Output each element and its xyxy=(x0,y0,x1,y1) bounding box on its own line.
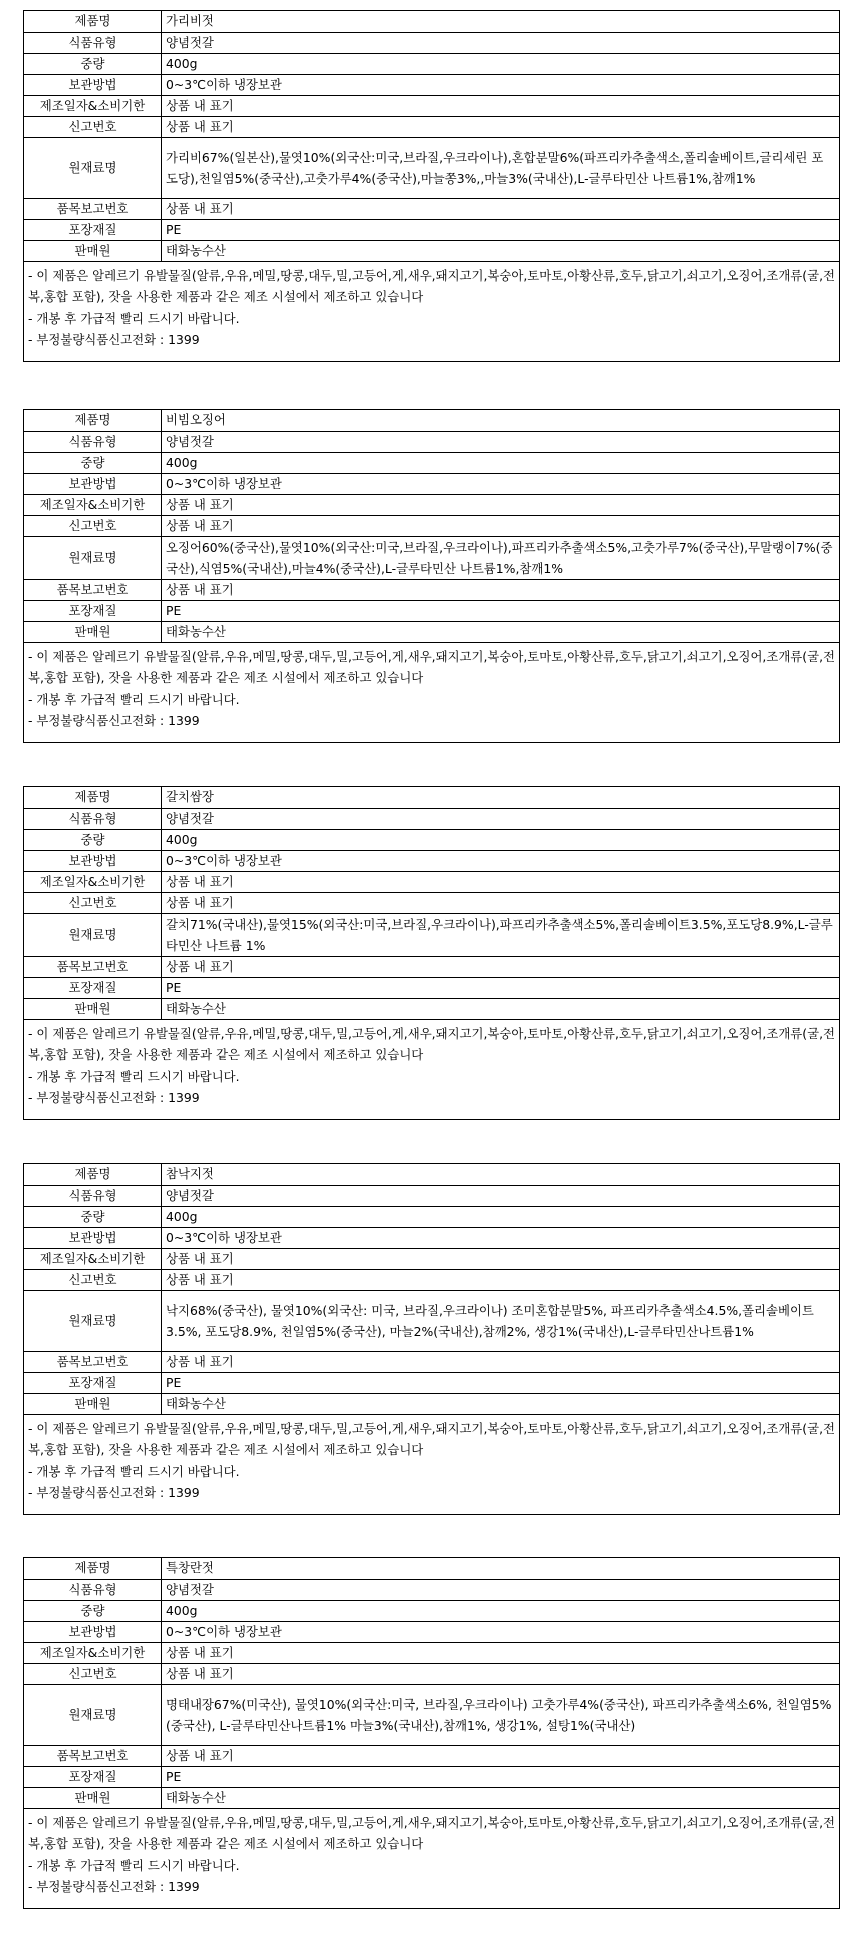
spec-label: 식품유형 xyxy=(24,808,162,829)
spec-row-report xyxy=(24,1663,839,1684)
spec-value-weight: 400g xyxy=(162,53,840,74)
spec-label: 제품명 xyxy=(24,11,162,32)
spec-value-report: 상품 내 표기 xyxy=(162,892,840,913)
spec-row-weight xyxy=(24,452,839,473)
spec-value-weight: 400g xyxy=(162,1600,840,1621)
spec-row-seller xyxy=(24,998,839,1019)
spec-value-seller: 태화농수산 xyxy=(162,1787,840,1808)
spec-value-type: 양념젓갈 xyxy=(162,808,840,829)
spec-value-dates: 상품 내 표기 xyxy=(162,871,840,892)
spec-label: 신고번호 xyxy=(24,1269,162,1290)
spec-value-name: 특창란젓 xyxy=(162,1558,840,1579)
spec-row-ingredients xyxy=(24,1290,839,1351)
spec-label: 신고번호 xyxy=(24,892,162,913)
spec-value-report: 상품 내 표기 xyxy=(162,1269,840,1290)
spec-label: 제조일자&소비기한 xyxy=(24,1248,162,1269)
spec-label: 식품유형 xyxy=(24,1185,162,1206)
note-line: - 이 제품은 알레르기 유발물질(알류,우유,메밀,땅콩,대두,밀,고등어,게,새우,돼지고기,복숭아,토마토,아황산류,호두,닭고기,쇠고기,오징어,조개류(굴,전복,홍합 포함), 잣을 사용한 제품과 같은 제조 시설에서 제조하고 있습니다 xyxy=(28,267,835,304)
spec-row-type xyxy=(24,431,839,452)
spec-row-item-report xyxy=(24,1351,839,1372)
spec-value-ingredients: 가리비67%(일본산),물엿10%(외국산:미국,브라질,우크라이나),혼합분말6%(파프리카추출색소,폴리솔베이트,글리세린 포도당),천일염5%(중국산),고춧가루4%(중국산),마늘쫑3%,,마늘3%(국내산),L-글루타민산 나트륨1%,참깨1% xyxy=(162,137,840,198)
note-line: - 개봉 후 가급적 빨리 드시기 바랍니다. xyxy=(28,1068,240,1084)
note-line: - 개봉 후 가급적 빨리 드시기 바랍니다. xyxy=(28,691,240,707)
spec-value-seller: 태화농수산 xyxy=(162,240,840,261)
spec-row-weight xyxy=(24,829,839,850)
spec-row-packaging xyxy=(24,977,839,998)
spec-label: 판매원 xyxy=(24,621,162,642)
spec-label: 중량 xyxy=(24,452,162,473)
spec-row-seller xyxy=(24,1787,839,1808)
spec-value-storage: 0~3℃이하 냉장보관 xyxy=(162,74,840,95)
spec-row-dates xyxy=(24,1642,839,1663)
spec-label: 품목보고번호 xyxy=(24,198,162,219)
spec-value-packaging: PE xyxy=(162,1372,840,1393)
spec-label: 제품명 xyxy=(24,1558,162,1579)
spec-value-name: 가리비젓 xyxy=(162,11,840,32)
product-spec-table xyxy=(24,410,839,643)
spec-label: 포장재질 xyxy=(24,977,162,998)
spec-label: 중량 xyxy=(24,1600,162,1621)
spec-value-item-report: 상품 내 표기 xyxy=(162,198,840,219)
spec-label: 포장재질 xyxy=(24,1766,162,1787)
spec-value-storage: 0~3℃이하 냉장보관 xyxy=(162,850,840,871)
note-line: - 이 제품은 알레르기 유발물질(알류,우유,메밀,땅콩,대두,밀,고등어,게,새우,돼지고기,복숭아,토마토,아황산류,호두,닭고기,쇠고기,오징어,조개류(굴,전복,홍합 포함), 잣을 사용한 제품과 같은 제조 시설에서 제조하고 있습니다 xyxy=(28,648,835,685)
spec-row-storage xyxy=(24,1621,839,1642)
spec-value-name: 참낙지젓 xyxy=(162,1164,840,1185)
spec-label: 식품유형 xyxy=(24,32,162,53)
spec-label: 식품유형 xyxy=(24,1579,162,1600)
spec-row-report xyxy=(24,1269,839,1290)
spec-row-seller xyxy=(24,1393,839,1414)
product-block xyxy=(23,786,840,1120)
note-line: - 부정불량식품신고전화 : 1399 xyxy=(28,1090,200,1105)
spec-value-item-report: 상품 내 표기 xyxy=(162,956,840,977)
spec-row-name xyxy=(24,1558,839,1579)
product-spec-table xyxy=(24,1164,839,1415)
spec-value-ingredients: 낙지68%(중국산), 물엿10%(외국산: 미국, 브라질,우크라이나) 조미혼합분말5%, 파프리카추출색소4.5%,폴리솔베이트3.5%, 포도당8.9%, 천일염5%(중국산), 마늘2%(국내산),참깨2%, 생강1%(국내산),L-글루타민산나트륨1% xyxy=(162,1290,840,1351)
note-line: - 부정불량식품신고전화 : 1399 xyxy=(28,332,200,347)
spec-row-weight xyxy=(24,53,839,74)
spec-label: 신고번호 xyxy=(24,116,162,137)
spec-row-report xyxy=(24,892,839,913)
spec-label: 품목보고번호 xyxy=(24,579,162,600)
spec-value-item-report: 상품 내 표기 xyxy=(162,1745,840,1766)
spec-row-name xyxy=(24,1164,839,1185)
spec-row-ingredients xyxy=(24,913,839,956)
spec-row-type xyxy=(24,32,839,53)
spec-row-storage xyxy=(24,1227,839,1248)
spec-row-type xyxy=(24,1579,839,1600)
spec-value-seller: 태화농수산 xyxy=(162,1393,840,1414)
spec-value-report: 상품 내 표기 xyxy=(162,116,840,137)
spec-row-type xyxy=(24,808,839,829)
spec-row-packaging xyxy=(24,219,839,240)
product-notes xyxy=(24,1415,839,1514)
spec-row-ingredients xyxy=(24,536,839,579)
spec-value-packaging: PE xyxy=(162,600,840,621)
spec-label: 중량 xyxy=(24,1206,162,1227)
spec-row-name xyxy=(24,787,839,808)
spec-value-dates: 상품 내 표기 xyxy=(162,1248,840,1269)
spec-label: 판매원 xyxy=(24,998,162,1019)
spec-value-item-report: 상품 내 표기 xyxy=(162,1351,840,1372)
spec-value-type: 양념젓갈 xyxy=(162,431,840,452)
note-line: - 개봉 후 가급적 빨리 드시기 바랍니다. xyxy=(28,310,240,326)
spec-value-type: 양념젓갈 xyxy=(162,32,840,53)
spec-value-dates: 상품 내 표기 xyxy=(162,1642,840,1663)
spec-value-type: 양념젓갈 xyxy=(162,1185,840,1206)
spec-value-storage: 0~3℃이하 냉장보관 xyxy=(162,473,840,494)
spec-row-storage xyxy=(24,850,839,871)
spec-row-dates xyxy=(24,1248,839,1269)
spec-value-item-report: 상품 내 표기 xyxy=(162,579,840,600)
product-block xyxy=(23,1163,840,1515)
spec-label: 제조일자&소비기한 xyxy=(24,1642,162,1663)
spec-row-packaging xyxy=(24,600,839,621)
spec-label: 제품명 xyxy=(24,1164,162,1185)
product-spec-table xyxy=(24,11,839,262)
spec-value-weight: 400g xyxy=(162,452,840,473)
note-line: - 부정불량식품신고전화 : 1399 xyxy=(28,713,200,728)
spec-row-storage xyxy=(24,473,839,494)
spec-label: 판매원 xyxy=(24,1787,162,1808)
spec-label: 제품명 xyxy=(24,410,162,431)
spec-row-storage xyxy=(24,74,839,95)
spec-label: 제조일자&소비기한 xyxy=(24,95,162,116)
spec-label: 보관방법 xyxy=(24,1227,162,1248)
spec-label: 판매원 xyxy=(24,240,162,261)
spec-value-ingredients: 오징어60%(중국산),물엿10%(외국산:미국,브라질,우크라이나),파프리카추출색소5%,고춧가루7%(중국산),무말랭이7%(중국산),식염5%(국내산),마늘4%(중국산),L-글루타민산 나트륨1%,참깨1% xyxy=(162,536,840,579)
product-spec-table xyxy=(24,1558,839,1809)
spec-label: 중량 xyxy=(24,53,162,74)
product-notes xyxy=(24,1809,839,1908)
spec-row-report xyxy=(24,515,839,536)
spec-row-weight xyxy=(24,1206,839,1227)
spec-label: 포장재질 xyxy=(24,219,162,240)
spec-row-item-report xyxy=(24,579,839,600)
spec-value-packaging: PE xyxy=(162,219,840,240)
spec-label: 원재료명 xyxy=(24,137,162,198)
spec-value-report: 상품 내 표기 xyxy=(162,515,840,536)
spec-row-type xyxy=(24,1185,839,1206)
spec-label: 보관방법 xyxy=(24,1621,162,1642)
spec-row-ingredients xyxy=(24,1684,839,1745)
spec-label: 원재료명 xyxy=(24,913,162,956)
spec-value-type: 양념젓갈 xyxy=(162,1579,840,1600)
product-block xyxy=(23,409,840,743)
spec-row-name xyxy=(24,410,839,431)
spec-row-report xyxy=(24,116,839,137)
spec-label: 원재료명 xyxy=(24,536,162,579)
spec-label: 신고번호 xyxy=(24,1663,162,1684)
spec-row-item-report xyxy=(24,1745,839,1766)
spec-label: 보관방법 xyxy=(24,74,162,95)
note-line: - 개봉 후 가급적 빨리 드시기 바랍니다. xyxy=(28,1857,240,1873)
spec-value-name: 비빔오징어 xyxy=(162,410,840,431)
spec-label: 보관방법 xyxy=(24,850,162,871)
note-line: - 이 제품은 알레르기 유발물질(알류,우유,메밀,땅콩,대두,밀,고등어,게,새우,돼지고기,복숭아,토마토,아황산류,호두,닭고기,쇠고기,오징어,조개류(굴,전복,홍합 포함), 잣을 사용한 제품과 같은 제조 시설에서 제조하고 있습니다 xyxy=(28,1025,835,1062)
note-line: - 이 제품은 알레르기 유발물질(알류,우유,메밀,땅콩,대두,밀,고등어,게,새우,돼지고기,복숭아,토마토,아황산류,호두,닭고기,쇠고기,오징어,조개류(굴,전복,홍합 포함), 잣을 사용한 제품과 같은 제조 시설에서 제조하고 있습니다 xyxy=(28,1814,835,1851)
spec-value-dates: 상품 내 표기 xyxy=(162,95,840,116)
spec-row-seller xyxy=(24,240,839,261)
spec-value-weight: 400g xyxy=(162,829,840,850)
spec-value-seller: 태화농수산 xyxy=(162,998,840,1019)
spec-row-ingredients xyxy=(24,137,839,198)
spec-value-packaging: PE xyxy=(162,977,840,998)
spec-value-ingredients: 명태내장67%(미국산), 물엿10%(외국산:미국, 브라질,우크라이나) 고춧가루4%(중국산), 파프리카추출색소6%, 천일염5%(중국산), L-글루타민산나트륨1% 마늘3%(국내산),참깨1%, 생강1%, 설탕1%(국내산) xyxy=(162,1684,840,1745)
spec-row-weight xyxy=(24,1600,839,1621)
spec-label: 제품명 xyxy=(24,787,162,808)
spec-row-dates xyxy=(24,871,839,892)
spec-row-dates xyxy=(24,95,839,116)
note-line: - 이 제품은 알레르기 유발물질(알류,우유,메밀,땅콩,대두,밀,고등어,게,새우,돼지고기,복숭아,토마토,아황산류,호두,닭고기,쇠고기,오징어,조개류(굴,전복,홍합 포함), 잣을 사용한 제품과 같은 제조 시설에서 제조하고 있습니다 xyxy=(28,1420,835,1457)
spec-label: 품목보고번호 xyxy=(24,956,162,977)
spec-label: 판매원 xyxy=(24,1393,162,1414)
spec-value-storage: 0~3℃이하 냉장보관 xyxy=(162,1621,840,1642)
spec-label: 포장재질 xyxy=(24,600,162,621)
spec-label: 원재료명 xyxy=(24,1290,162,1351)
spec-row-packaging xyxy=(24,1372,839,1393)
product-block xyxy=(23,10,840,362)
spec-label: 제조일자&소비기한 xyxy=(24,871,162,892)
note-line: - 부정불량식품신고전화 : 1399 xyxy=(28,1485,200,1500)
spec-label: 품목보고번호 xyxy=(24,1351,162,1372)
spec-value-packaging: PE xyxy=(162,1766,840,1787)
spec-label: 식품유형 xyxy=(24,431,162,452)
spec-label: 원재료명 xyxy=(24,1684,162,1745)
spec-label: 보관방법 xyxy=(24,473,162,494)
note-line: - 개봉 후 가급적 빨리 드시기 바랍니다. xyxy=(28,1463,240,1479)
spec-value-weight: 400g xyxy=(162,1206,840,1227)
spec-value-report: 상품 내 표기 xyxy=(162,1663,840,1684)
product-notes xyxy=(24,643,839,742)
product-notes xyxy=(24,1020,839,1119)
spec-row-item-report xyxy=(24,956,839,977)
note-line: - 부정불량식품신고전화 : 1399 xyxy=(28,1879,200,1894)
product-block xyxy=(23,1557,840,1909)
product-notes xyxy=(24,262,839,361)
spec-value-seller: 태화농수산 xyxy=(162,621,840,642)
spec-label: 포장재질 xyxy=(24,1372,162,1393)
spec-label: 제조일자&소비기한 xyxy=(24,494,162,515)
spec-row-packaging xyxy=(24,1766,839,1787)
spec-label: 품목보고번호 xyxy=(24,1745,162,1766)
spec-row-item-report xyxy=(24,198,839,219)
spec-label: 신고번호 xyxy=(24,515,162,536)
spec-value-ingredients: 갈치71%(국내산),물엿15%(외국산:미국,브라질,우크라이나),파프리카추출색소5%,폴리솔베이트3.5%,포도당8.9%,L-글루타민산 나트륨 1% xyxy=(162,913,840,956)
product-spec-table xyxy=(24,787,839,1020)
spec-label: 중량 xyxy=(24,829,162,850)
spec-row-dates xyxy=(24,494,839,515)
spec-value-name: 갈치쌈장 xyxy=(162,787,840,808)
spec-value-storage: 0~3℃이하 냉장보관 xyxy=(162,1227,840,1248)
spec-value-dates: 상품 내 표기 xyxy=(162,494,840,515)
spec-row-name xyxy=(24,11,839,32)
spec-row-seller xyxy=(24,621,839,642)
